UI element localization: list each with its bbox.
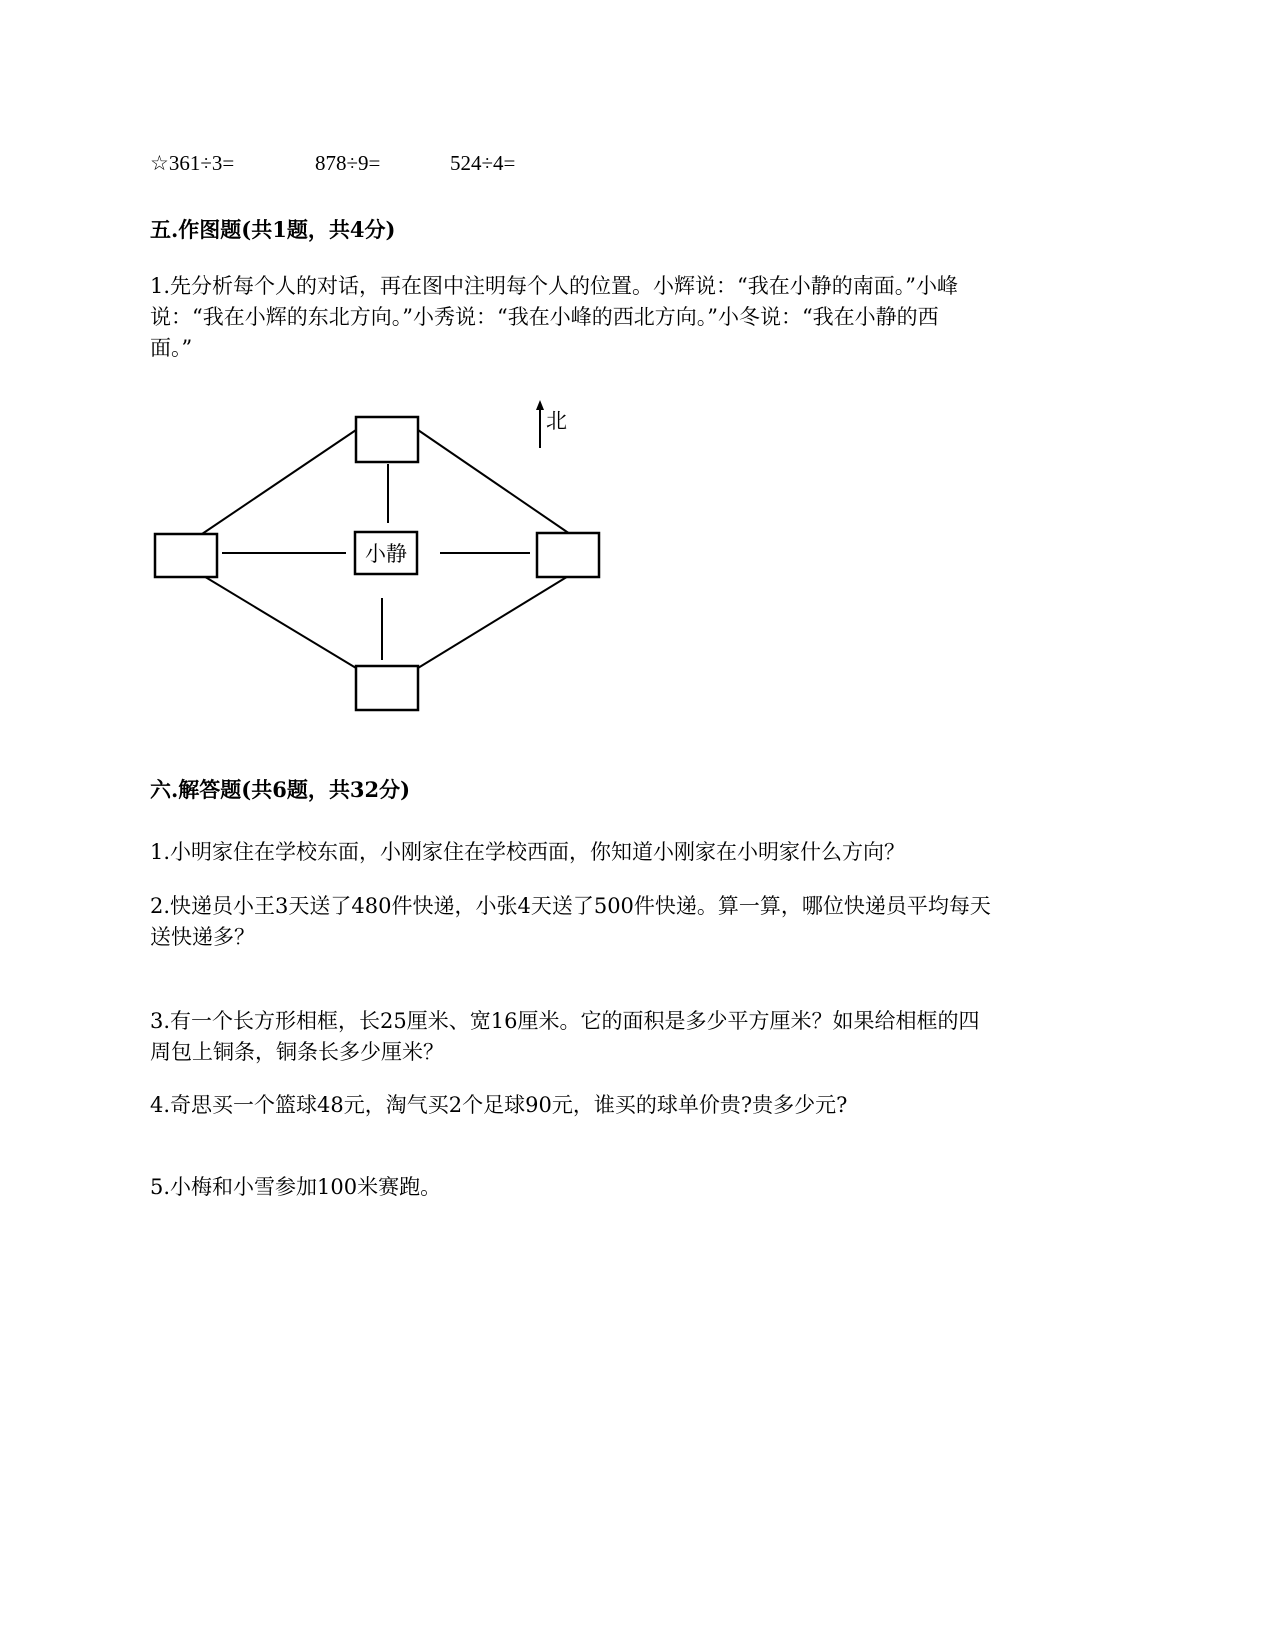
section-heading: 六.解答题(共6题，共32分) xyxy=(150,777,411,802)
question-text: 4.奇思买一个篮球48元，淘气买2个足球90元，谁买的球单价贵?贵多少元? xyxy=(150,1093,848,1117)
north-arrow-icon xyxy=(536,400,544,448)
calc-item: 524÷4= xyxy=(450,151,516,175)
calc-item: ☆361÷3= xyxy=(150,151,235,175)
question-line: 2.快递员小王3天送了480件快递，小张4天送了500件快递。算一算，哪位快递员平均每天 xyxy=(150,894,991,918)
question-text xyxy=(150,271,1125,364)
position-diagram xyxy=(150,398,620,718)
connector-line xyxy=(418,430,570,534)
question-line: 1.先分析每个人的对话，再在图中注明每个人的位置。小辉说：“我在小静的南面。”小峰 xyxy=(150,274,959,298)
question-line: 周包上铜条，铜条长多少厘米？ xyxy=(150,1040,444,1064)
north-label: 北 xyxy=(546,409,567,433)
question-text: 5.小梅和小雪参加100米赛跑。 xyxy=(150,1175,442,1199)
question-line: 送快递多？ xyxy=(150,925,255,949)
question-line: 3.有一个长方形相框，长25厘米、宽16厘米。它的面积是多少平方厘米？如果给相框的四 xyxy=(150,1009,980,1033)
calc-item: 878÷9= xyxy=(315,151,381,175)
center-label: 小静 xyxy=(365,542,407,566)
question-text xyxy=(150,891,1125,953)
connector-line xyxy=(418,575,570,668)
question-line: 面。” xyxy=(150,336,193,360)
blank-box-south xyxy=(356,666,418,710)
question-line: 说：“我在小辉的东北方向。”小秀说：“我在小峰的西北方向。”小冬说：“我在小静的西 xyxy=(150,305,939,329)
connector-line xyxy=(202,575,356,668)
question-text xyxy=(150,1006,1125,1068)
section-heading: 五.作图题(共1题，共4分) xyxy=(150,217,396,242)
connector-line xyxy=(202,430,356,534)
blank-box-east xyxy=(537,533,599,577)
question-text: 1.小明家住在学校东面，小刚家住在学校西面，你知道小刚家在小明家什么方向？ xyxy=(150,840,906,864)
blank-box-west xyxy=(155,534,217,577)
blank-box-north xyxy=(356,417,418,462)
